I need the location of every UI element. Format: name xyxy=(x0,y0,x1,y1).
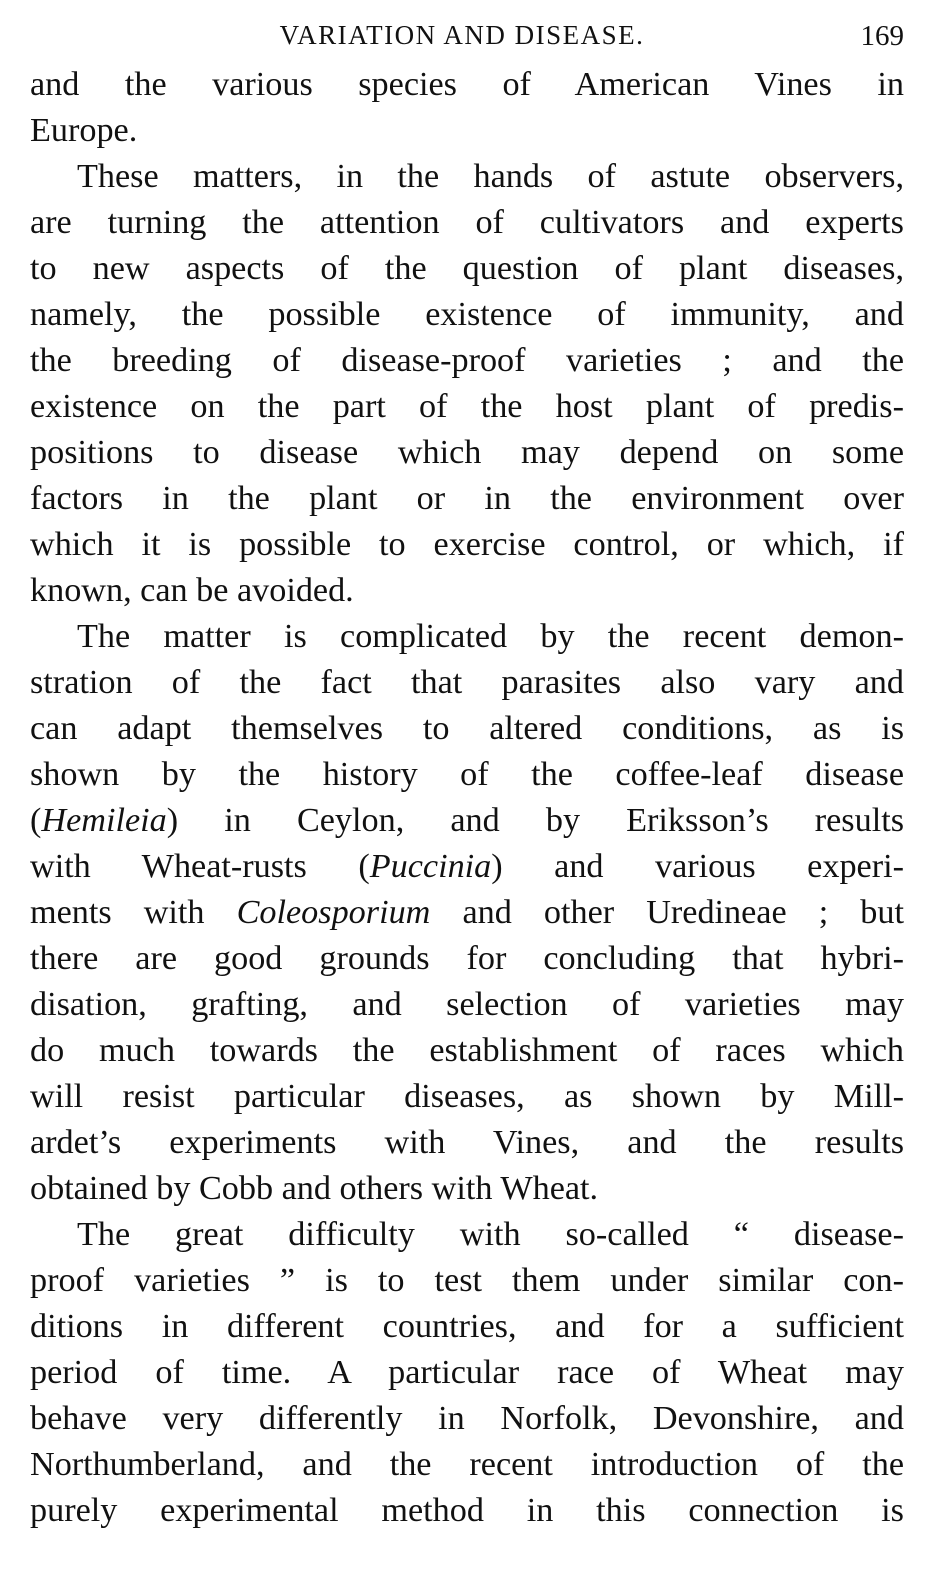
text-line xyxy=(30,1442,904,1488)
text-line xyxy=(30,936,904,982)
text-segment: positions to disease which may depend on some xyxy=(30,434,904,471)
text-segment: existence on the part of the host plant of predis- xyxy=(30,388,904,425)
text-line xyxy=(30,1120,904,1166)
text-line xyxy=(30,384,904,430)
text-line xyxy=(30,246,904,292)
text-segment: period of time. A particular race of Wheat may xyxy=(30,1354,904,1391)
text-segment: ( xyxy=(30,802,42,839)
text-segment: ments with xyxy=(30,894,237,931)
text-line xyxy=(30,982,904,1028)
paragraph xyxy=(30,1212,904,1534)
text-segment: The great difficulty with so-called “ disease- xyxy=(77,1216,904,1253)
text-segment: shown by the history of the coffee-leaf disease xyxy=(30,756,904,793)
text-segment: ) in Ceylon, and by Eriksson’s results xyxy=(166,802,904,839)
text-segment: Northumberland, and the recent introduction of the xyxy=(30,1446,904,1483)
text-line xyxy=(30,890,904,936)
text-segment: known, can be avoided. xyxy=(30,572,354,609)
text-segment: are turning the attention of cultivators and experts xyxy=(30,204,904,241)
text-line xyxy=(30,430,904,476)
text-line xyxy=(30,1488,904,1534)
text-segment: there are good grounds for concluding that hybri- xyxy=(30,940,904,977)
text-line xyxy=(30,200,904,246)
text-segment: These matters, in the hands of astute observers, xyxy=(77,158,904,195)
paragraph xyxy=(30,614,904,1212)
text-segment: proof varieties ” is to test them under similar con- xyxy=(30,1262,904,1299)
text-line xyxy=(30,1350,904,1396)
text-line xyxy=(30,1028,904,1074)
text-line xyxy=(30,614,904,660)
italic-text: Hemileia xyxy=(41,802,167,839)
page-number: 169 xyxy=(860,20,904,52)
text-line xyxy=(30,568,904,614)
text-line xyxy=(30,798,904,844)
text-line xyxy=(30,522,904,568)
text-line xyxy=(30,338,904,384)
text-line xyxy=(30,844,904,890)
text-line xyxy=(30,1258,904,1304)
text-line xyxy=(30,1166,904,1212)
italic-text: Coleosporium xyxy=(236,894,431,931)
running-title: VARIATION AND DISEASE. xyxy=(279,20,645,50)
text-segment: disation, grafting, and selection of varieties may xyxy=(30,986,904,1023)
text-segment: ditions in different countries, and for a sufficient xyxy=(30,1308,904,1345)
text-segment: ) and various experi- xyxy=(491,848,904,885)
text-segment: The matter is complicated by the recent demon- xyxy=(77,618,904,655)
text-segment: ardet’s experiments with Vines, and the results xyxy=(30,1124,904,1161)
text-segment: the breeding of disease-proof varieties ; and the xyxy=(30,342,904,379)
paragraph xyxy=(30,154,904,614)
body-text xyxy=(30,62,904,1534)
text-line xyxy=(30,752,904,798)
text-line xyxy=(30,706,904,752)
text-line xyxy=(30,1396,904,1442)
text-line xyxy=(30,660,904,706)
book-page xyxy=(30,18,904,1534)
text-segment: will resist particular diseases, as shown by Mill- xyxy=(30,1078,904,1115)
text-segment: and the various species of American Vines in xyxy=(30,66,904,103)
text-line xyxy=(30,1212,904,1258)
text-segment: namely, the possible existence of immunity, and xyxy=(30,296,904,333)
running-header xyxy=(30,18,904,62)
text-segment: obtained by Cobb and others with Wheat. xyxy=(30,1170,599,1207)
text-segment: to new aspects of the question of plant diseases, xyxy=(30,250,904,287)
italic-text: Puccinia xyxy=(369,848,492,885)
text-segment: with Wheat-rusts ( xyxy=(30,848,370,885)
text-line xyxy=(30,476,904,522)
text-segment: which it is possible to exercise control, or which, if xyxy=(30,526,904,563)
text-segment: factors in the plant or in the environment over xyxy=(30,480,904,517)
text-line xyxy=(30,292,904,338)
text-line xyxy=(30,1074,904,1120)
text-segment: behave very differently in Norfolk, Devonshire, and xyxy=(30,1400,904,1437)
text-segment: and other Uredineae ; but xyxy=(430,894,904,931)
paragraph xyxy=(30,62,904,154)
text-line xyxy=(30,154,904,200)
text-line xyxy=(30,108,904,154)
text-segment: stration of the fact that parasites also vary and xyxy=(30,664,904,701)
text-line xyxy=(30,62,904,108)
text-segment: can adapt themselves to altered conditions, as is xyxy=(30,710,904,747)
text-segment: do much towards the establishment of races which xyxy=(30,1032,904,1069)
text-segment: purely experimental method in this connection is xyxy=(30,1492,904,1529)
text-line xyxy=(30,1304,904,1350)
text-segment: Europe. xyxy=(30,112,138,149)
